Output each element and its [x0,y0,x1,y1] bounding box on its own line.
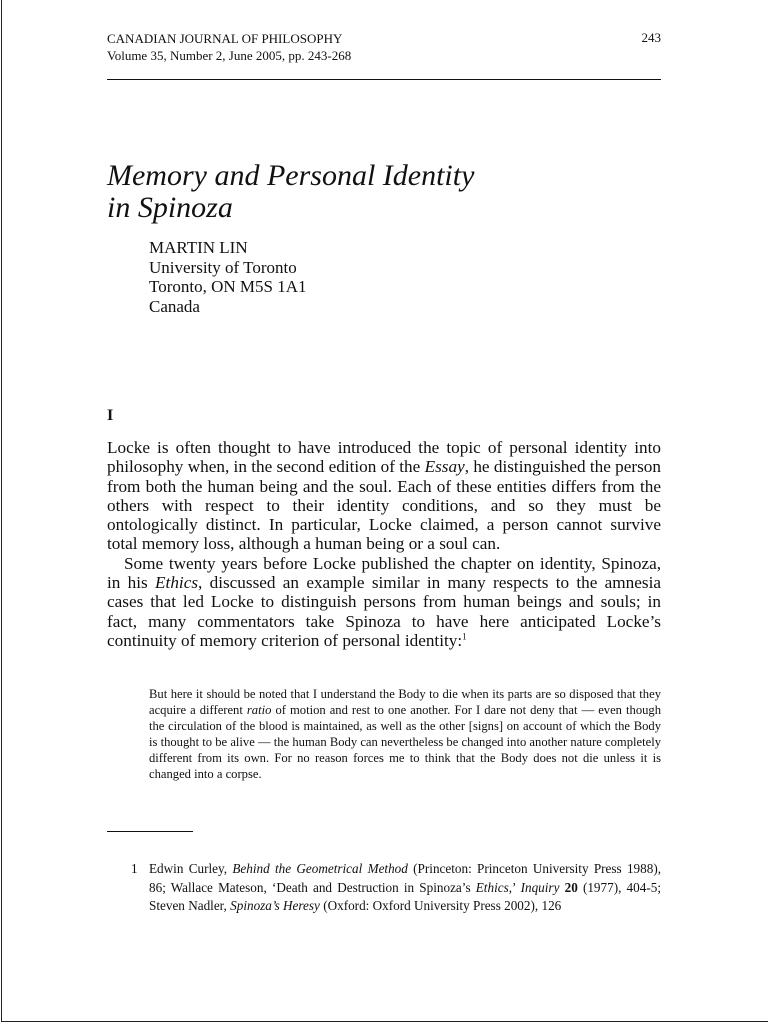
author-affiliation: University of Toronto [149,257,297,277]
author-name: MARTIN LIN [149,238,248,257]
p1-text-a: Locke is often thought to have introduced the topic of personal identity into philosophy when, in the second edition of the [107,438,661,477]
p2-text-a: Some twenty years before Locke published the chapter on identity, Spinoza, in his [107,553,661,593]
page-number: 243 [641,30,661,45]
title-line-2: in Spinoza [107,191,233,224]
quote-ratio: ratio [246,703,272,718]
p2-text-b: , discussed an example similar in many respects to the amnesia cases that led Locke to distinguish persons from human beings and souls; in fact, many commentators take Spinoza to have here anticipated Locke’s continuity of memory criterion of personal identity: [107,573,661,650]
footnote-rule [107,831,193,832]
fn-i3: Inquiry [520,879,560,895]
fn-t6: (Oxford: Oxford University Press 2002), 126 [319,898,562,913]
running-header [107,30,351,64]
p2-ethics-title: Ethics [155,573,199,593]
body-text [107,438,661,650]
quote-text-a: But here it should be noted that I understand the Body to die when its parts are so disposed that they acquire a different [149,687,661,718]
p1-essay-title: Essay [424,457,465,477]
title-line-1: Memory and Personal Identity [107,159,475,192]
fn-i2: Ethics [475,879,509,895]
header-rule [107,79,661,80]
paragraph-1 [107,438,661,554]
section-heading: I [107,407,114,424]
fn-t2: (Princeton: Princeton University Press 1988), 86; Wallace Mateson, ‘Death and Destruction in Spinoza’s [149,861,662,895]
fn-i4: Spinoza’s Heresy [230,898,320,913]
footnote-text [149,860,661,916]
author-city: Toronto, ON M5S 1A1 [149,277,307,296]
p1-text-b: , he distinguished the person from both the human being and the soul. Each of these entities differs from the others with respect to their identity conditions, and so they must be ontologically distinct. In particular, Locke claimed, a person cannot survive total memory loss, although a human being or a soul can. [107,457,661,554]
fn-t5: (1977), 404-5; Steven Nadler, [149,879,661,913]
footnote-ref[interactable]: 1 [462,631,467,642]
fn-b1: 20 [564,879,578,895]
footnote-number: 1 [131,861,138,876]
article-title [107,160,607,224]
author-block [149,238,306,316]
block-quote [149,686,661,783]
footnote [131,860,661,916]
fn-i1: Behind the Geometrical Method [232,861,408,876]
author-country: Canada [149,296,200,316]
quote-text-b: of motion and rest to one another. For I dare not deny that — even though the circulation of the blood is maintained, as well as the other [signs] on account of which the Body is thought to be alive — the human Body can nevertheless be changed into another nature completely different from its own. For no reason forces me to think that the Body does not die unless it is changed into a corpse. [149,703,662,782]
journal-name: CANADIAN JOURNAL OF PHILOSOPHY [107,31,343,46]
paragraph-2 [107,554,661,650]
fn-t1: Edwin Curley, [149,861,233,876]
volume-info: Volume 35, Number 2, June 2005, pp. 243-268 [107,48,352,63]
fn-t3: ,’ [508,879,521,895]
